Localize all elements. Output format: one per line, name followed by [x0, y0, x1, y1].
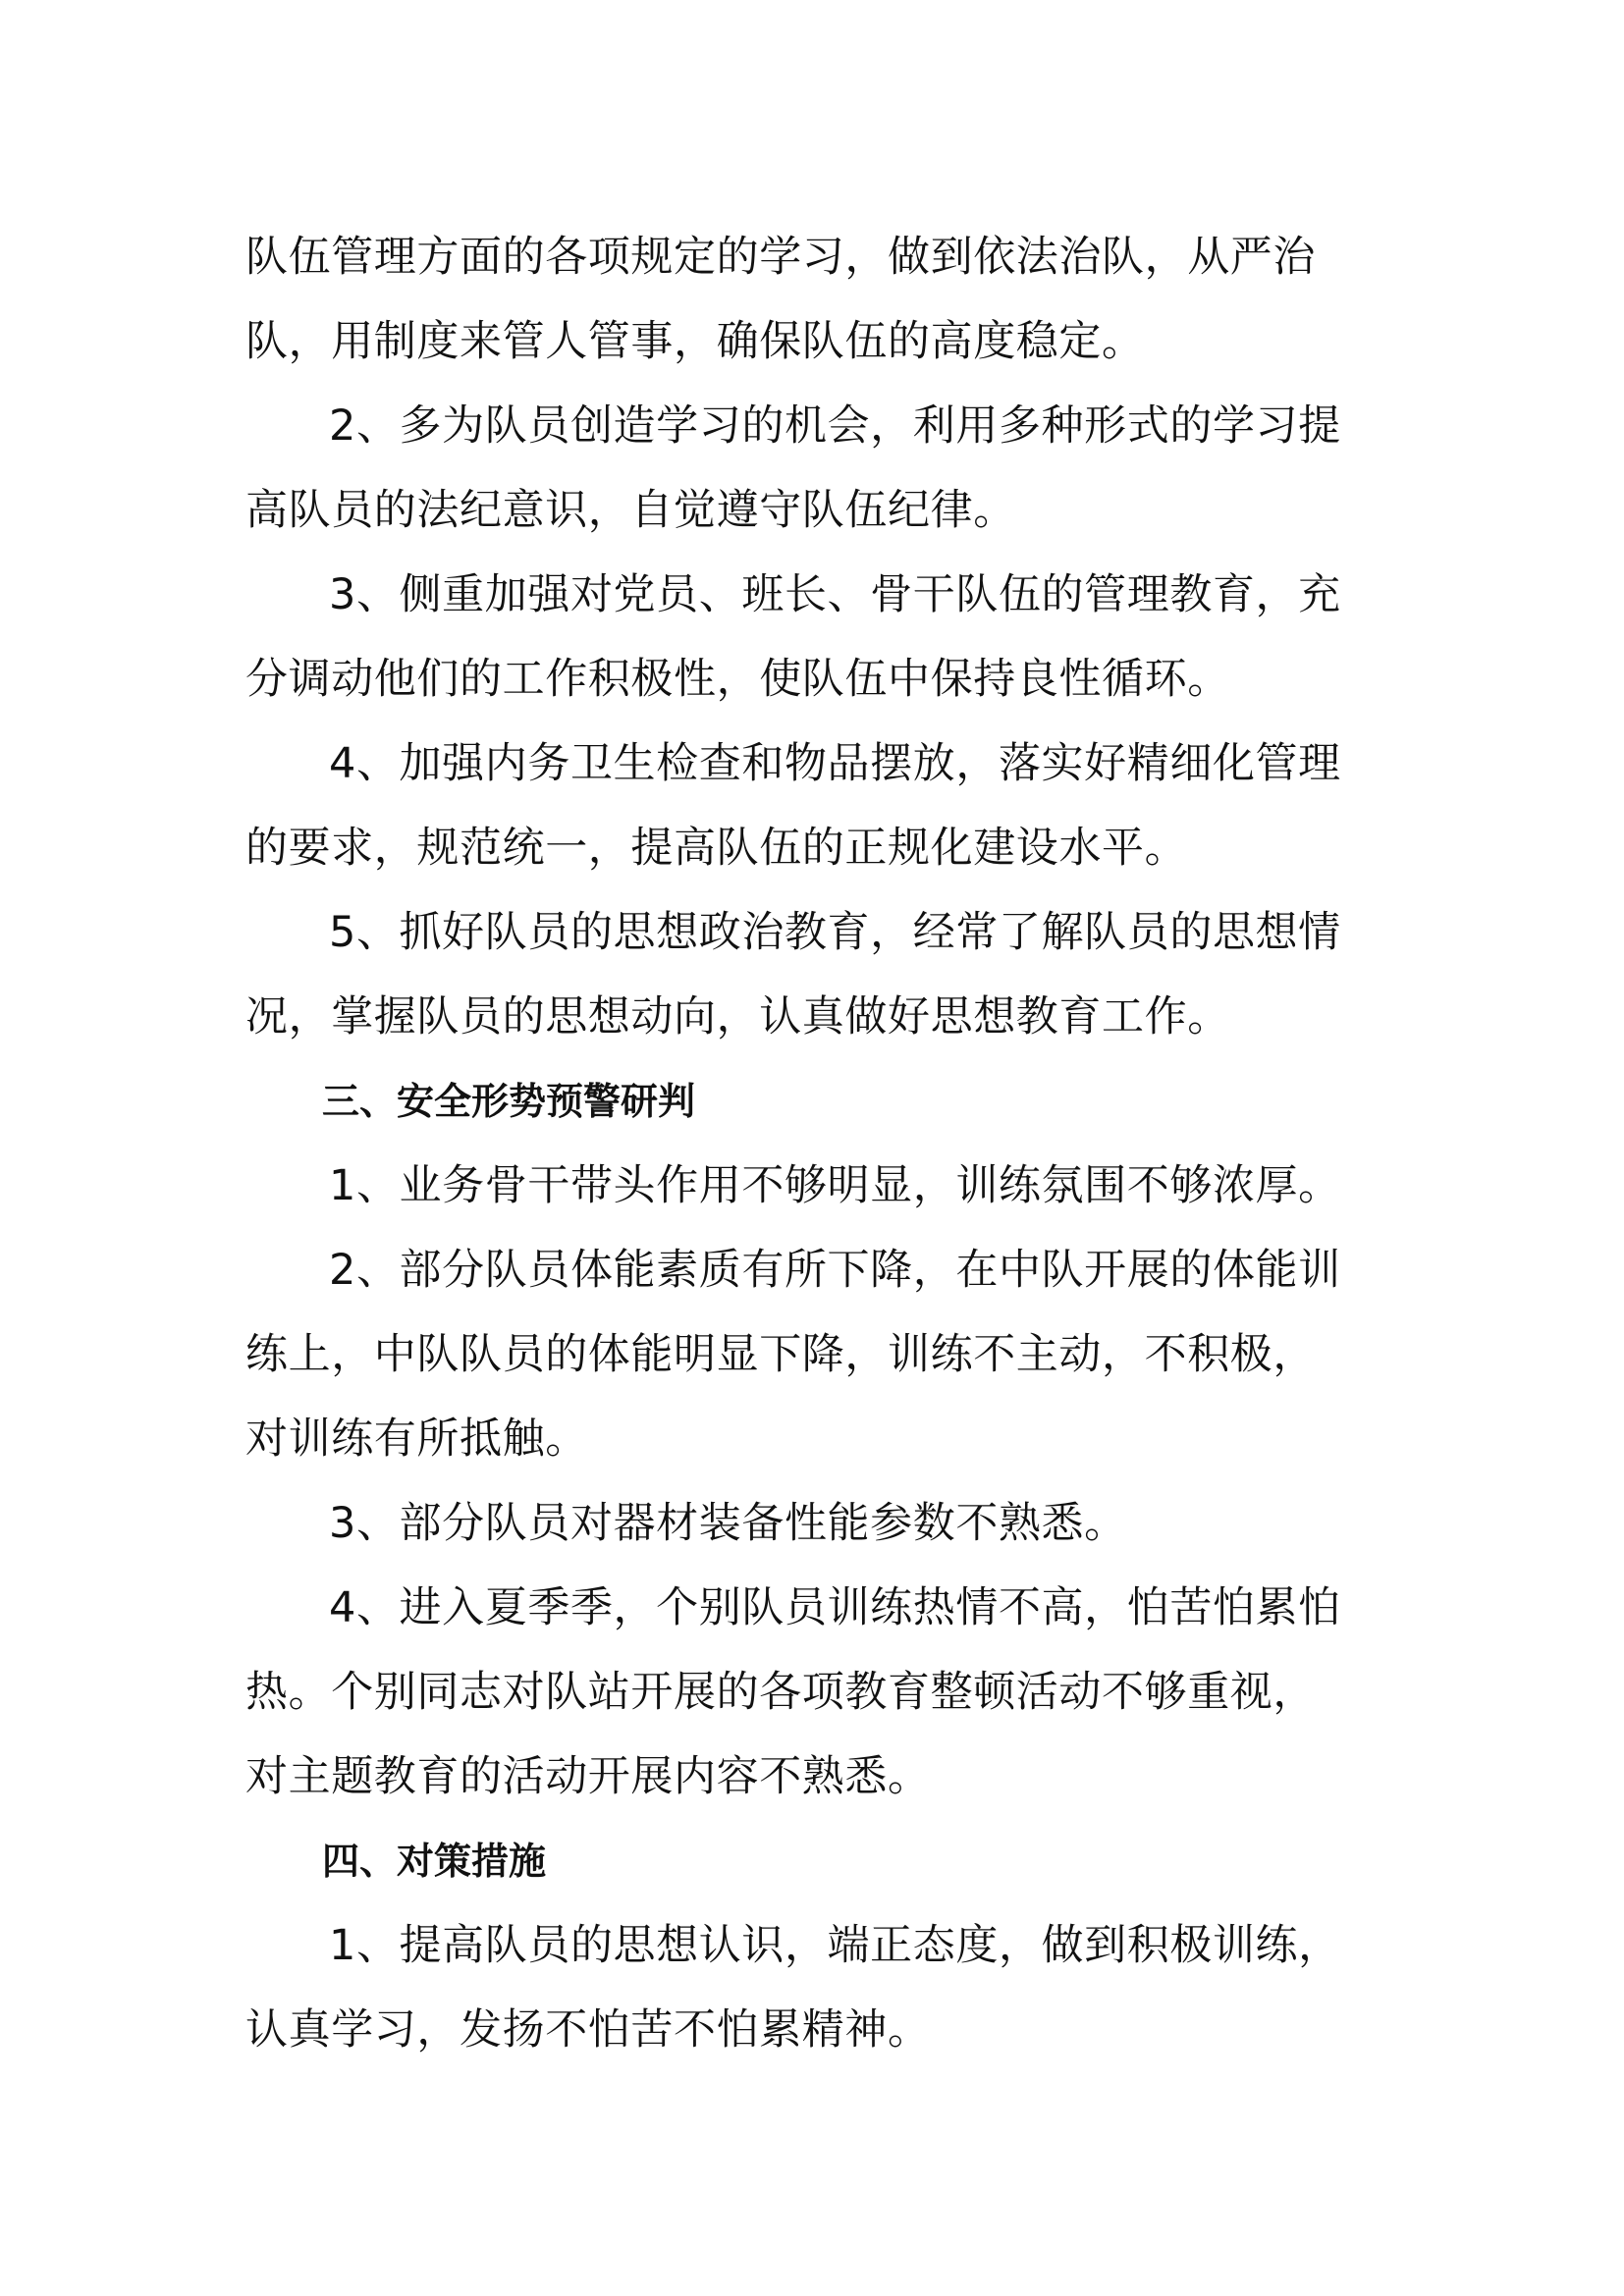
list-item-line: 2、部分队员体能素质有所下降，在中队开展的体能训	[329, 1246, 1341, 1295]
list-item-line: 3、部分队员对器材装备性能参数不熟悉。	[329, 1499, 1127, 1548]
section-heading: 四、对策措施	[322, 1840, 547, 1883]
paragraph-line: 认真学习，发扬不怕苦不怕累精神。	[245, 2005, 931, 2055]
paragraph-line: 热。个别同志对队站开展的各项教育整顿活动不够重视，	[245, 1668, 1316, 1717]
list-item-line: 5、抓好队员的思想政治教育，经常了解队员的思想情	[329, 908, 1341, 957]
list-item-line: 3、侧重加强对党员、班长、骨干队伍的管理教育，充	[329, 570, 1341, 619]
list-item-line: 1、业务骨干带头作用不够明显，训练氛围不够浓厚。	[329, 1161, 1341, 1210]
section-heading: 三、安全形势预警研判	[322, 1080, 696, 1123]
paragraph-line: 况，掌握队员的思想动向，认真做好思想教育工作。	[245, 992, 1230, 1041]
paragraph-line: 的要求，规范统一，提高队伍的正规化建设水平。	[245, 824, 1188, 873]
list-item-line: 2、多为队员创造学习的机会，利用多种形式的学习提	[329, 401, 1341, 451]
paragraph-line: 高队员的法纪意识，自觉遵守队伍纪律。	[245, 486, 1016, 535]
paragraph-line: 练上，中队队员的体能明显下降，训练不主动，不积极，	[245, 1330, 1316, 1379]
paragraph-line: 队，用制度来管人管事，确保队伍的高度稳定。	[245, 317, 1145, 366]
list-item-line: 4、进入夏季季，个别队员训练热情不高，怕苦怕累怕	[329, 1583, 1341, 1632]
list-item-line: 4、加强内务卫生检查和物品摆放，落实好精细化管理	[329, 739, 1341, 788]
paragraph-line: 对主题教育的活动开展内容不熟悉。	[245, 1752, 931, 1801]
paragraph-line: 对训练有所抵触。	[245, 1415, 588, 1464]
paragraph-line: 分调动他们的工作积极性，使队伍中保持良性循环。	[245, 655, 1230, 704]
list-item-line: 1、提高队员的思想认识，端正态度，做到积极训练，	[329, 1921, 1341, 1970]
paragraph-line: 队伍管理方面的各项规定的学习，做到依法治队，从严治	[245, 233, 1316, 282]
